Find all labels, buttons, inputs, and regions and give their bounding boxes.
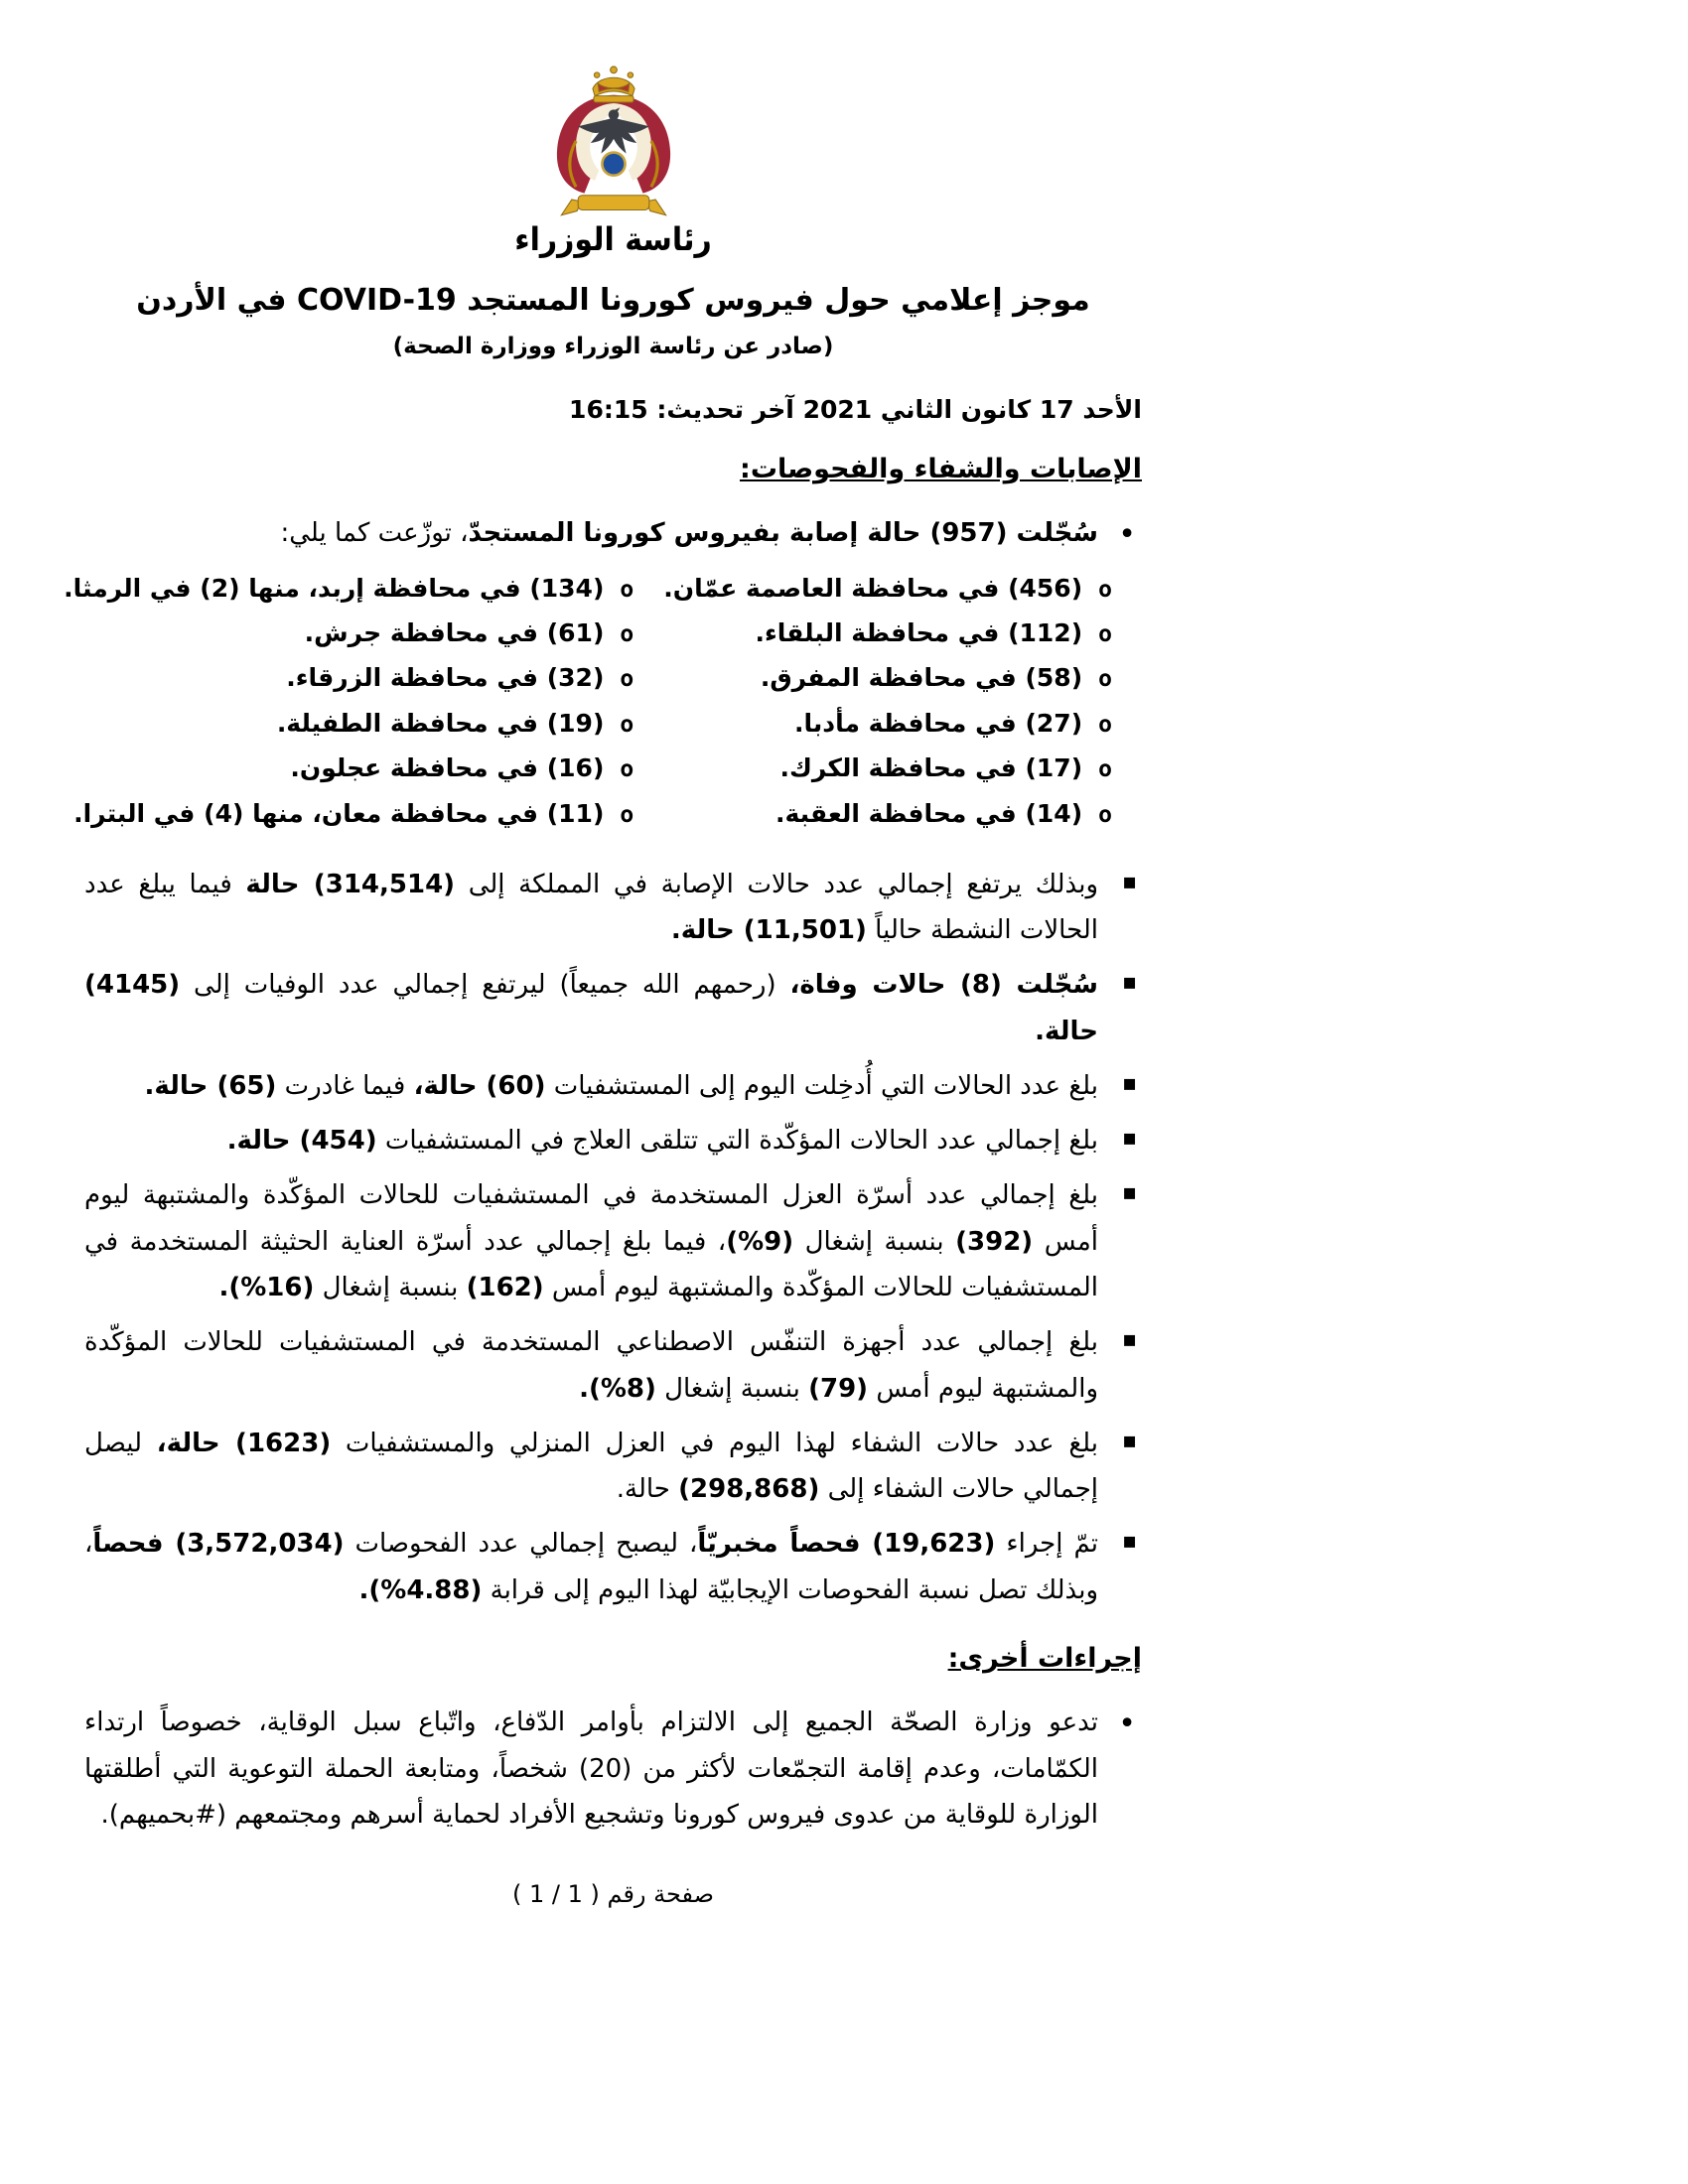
circle-bullet-marker: o [620, 666, 634, 693]
stat-bullet-hospital-admissions: ▪ بلغ عدد الحالات التي أُدخِلت اليوم إلى المستشفيات (60) حالة، فيما غادرت (65) حالة. [84, 1063, 1142, 1109]
circle-bullet-marker: o [620, 756, 634, 783]
stat-bullet-tests: ▪ تمّ إجراء (19,623) فحصاً مخبريّاً، ليصبح إجمالي عدد الفحوصات (3,572,034) فحصاً، وبذلك تصل نسبة الفحوصات الإيجابيّة لهذا اليوم إلى قرابة (4.88%). [84, 1521, 1142, 1613]
jordan-coat-of-arms-icon [539, 64, 688, 220]
governorate-label: (134) في محافظة إربد، منها (2) في الرمثا. [64, 573, 605, 603]
governorate-label: (19) في محافظة الطفيلة. [276, 708, 605, 738]
document-page [64, 0, 1142, 1909]
governorate-label: (16) في محافظة عجلون. [290, 753, 605, 783]
governorate-label: (32) في محافظة الزرقاء. [286, 663, 605, 693]
circle-bullet-marker: o [1098, 621, 1112, 648]
governorate-item-mafraq [663, 660, 1142, 696]
governorate-label: (456) في محافظة العاصمة عمّان. [663, 573, 1083, 603]
jordan-coat-of-arms-logo [514, 64, 711, 257]
circle-bullet-marker: o [1098, 711, 1112, 738]
governorate-label: (61) في محافظة جرش. [304, 618, 605, 648]
governorate-label: (112) في محافظة البلقاء. [755, 618, 1083, 648]
governorate-item-jerash [64, 615, 663, 651]
governorate-item-ajloun [64, 751, 663, 786]
stat-bullet-total-cases: ▪ وبذلك يرتفع إجمالي عدد حالات الإصابة في المملكة إلى (314,514) حالة فيما يبلغ عدد الحالات النشطة حالياً (11,501) حالة. [84, 862, 1142, 954]
governorate-item-zarqa [64, 660, 663, 696]
circle-bullet-marker: o [1098, 801, 1112, 828]
date-line: الأحد 17 كانون الثاني 2021 آخر تحديث: 16:15 [569, 395, 1142, 424]
governorate-label: (11) في محافظة معان، منها (4) في البترا. [73, 798, 605, 828]
governorate-item-maan [64, 796, 663, 832]
governorate-item-balqa [663, 615, 1142, 651]
governorate-item-amman [663, 571, 1142, 607]
governorate-label: (17) في محافظة الكرك. [779, 753, 1083, 783]
stat-bullet-hospital-treatment: ▪ بلغ إجمالي عدد الحالات المؤكّدة التي تتلقى العلاج في المستشفيات (454) حالة. [84, 1118, 1142, 1163]
circle-bullet-marker: o [620, 801, 634, 828]
governorate-label: (27) في محافظة مأدبا. [793, 708, 1083, 738]
stat-bullet-recoveries: ▪ بلغ عدد حالات الشفاء لهذا اليوم في العزل المنزلي والمستشفيات (1623) حالة، ليصل إجمالي حالات الشفاء إلى (298,868) حالة. [84, 1421, 1142, 1513]
circle-bullet-marker: o [620, 621, 634, 648]
crown-icon [592, 67, 633, 102]
governorate-label: (14) في محافظة العقبة. [775, 798, 1083, 828]
circle-bullet-marker: o [620, 711, 634, 738]
stat-bullet-isolation-beds: ▪ بلغ إجمالي عدد أسرّة العزل المستخدمة في المستشفيات للحالات المؤكّدة والمشتبهة ليوم أمس (392) بنسبة إشغال (9%)، فيما بلغ إجمالي عدد أسرّة العناية الحثيثة المستخدمة في المستشفيات للحالات المؤكّدة والمشتبهة ليوم أمس (162) بنسبة إشغال (16%). [84, 1172, 1142, 1310]
governorate-label: (58) في محافظة المفرق. [760, 663, 1083, 693]
circle-bullet-marker: o [620, 576, 634, 603]
page-number: صفحة رقم ( 1 / 1 ) [511, 1880, 715, 1909]
logo-caption: رئاسة الوزراء [514, 220, 712, 259]
governorate-item-irbid [64, 571, 663, 607]
stats-bullet-list [84, 862, 1142, 1613]
document-subtitle: (صادر عن رئاسة الوزراء ووزارة الصحة) [392, 334, 834, 359]
circle-bullet-marker: o [1098, 666, 1112, 693]
circle-bullet-marker: o [1098, 576, 1112, 603]
section-heading-stats: الإصابات والشفاء والفحوصات: [740, 454, 1142, 484]
intro-bullet: • سُجّلت (957) حالة إصابة بفيروس كورونا المستجدّ، توزّعت كما يلي: [84, 510, 1142, 557]
ribbon-icon [561, 196, 665, 215]
circle-bullet-marker: o [1098, 756, 1112, 783]
governorate-item-madaba [663, 706, 1142, 742]
governorate-item-aqaba [663, 796, 1142, 832]
document-header [84, 64, 1142, 359]
stat-bullet-deaths: ▪ سُجّلت (8) حالات وفاة، (رحمهم الله جميعاً) ليرتفع إجمالي عدد الوفيات إلى (4145) حالة. [84, 962, 1142, 1054]
intro-bullet-list [84, 510, 1142, 557]
section-heading-actions: إجراءات أخرى: [947, 1642, 1142, 1674]
document-title: موجز إعلامي حول فيروس كورونا المستجد COVID-19 في الأردن [136, 283, 1090, 318]
governorate-item-tafileh [64, 706, 663, 742]
governorate-list [64, 571, 1142, 832]
stat-bullet-ventilators: ▪ بلغ إجمالي عدد أجهزة التنفّس الاصطناعي المستخدمة في المستشفيات للحالات المؤكّدة والمشتبهة ليوم أمس (79) بنسبة إشغال (8%). [84, 1319, 1142, 1412]
actions-bullet: • تدعو وزارة الصحّة الجميع إلى الالتزام بأوامر الدّفاع، واتّباع سبل الوقاية، خصوصاً ارتداء الكمّامات، وعدم إقامة التجمّعات لأكثر من (20) شخصاً، ومتابعة الحملة التوعوية التي أطلقتها الوزارة للوقاية من عدوى فيروس كورونا وتشجيع الأفراد لحماية أسرهم ومجتمعهم (#بحميهم). [84, 1700, 1142, 1839]
actions-bullet-list [84, 1700, 1142, 1839]
governorate-item-karak [663, 751, 1142, 786]
globe-icon [602, 153, 625, 176]
